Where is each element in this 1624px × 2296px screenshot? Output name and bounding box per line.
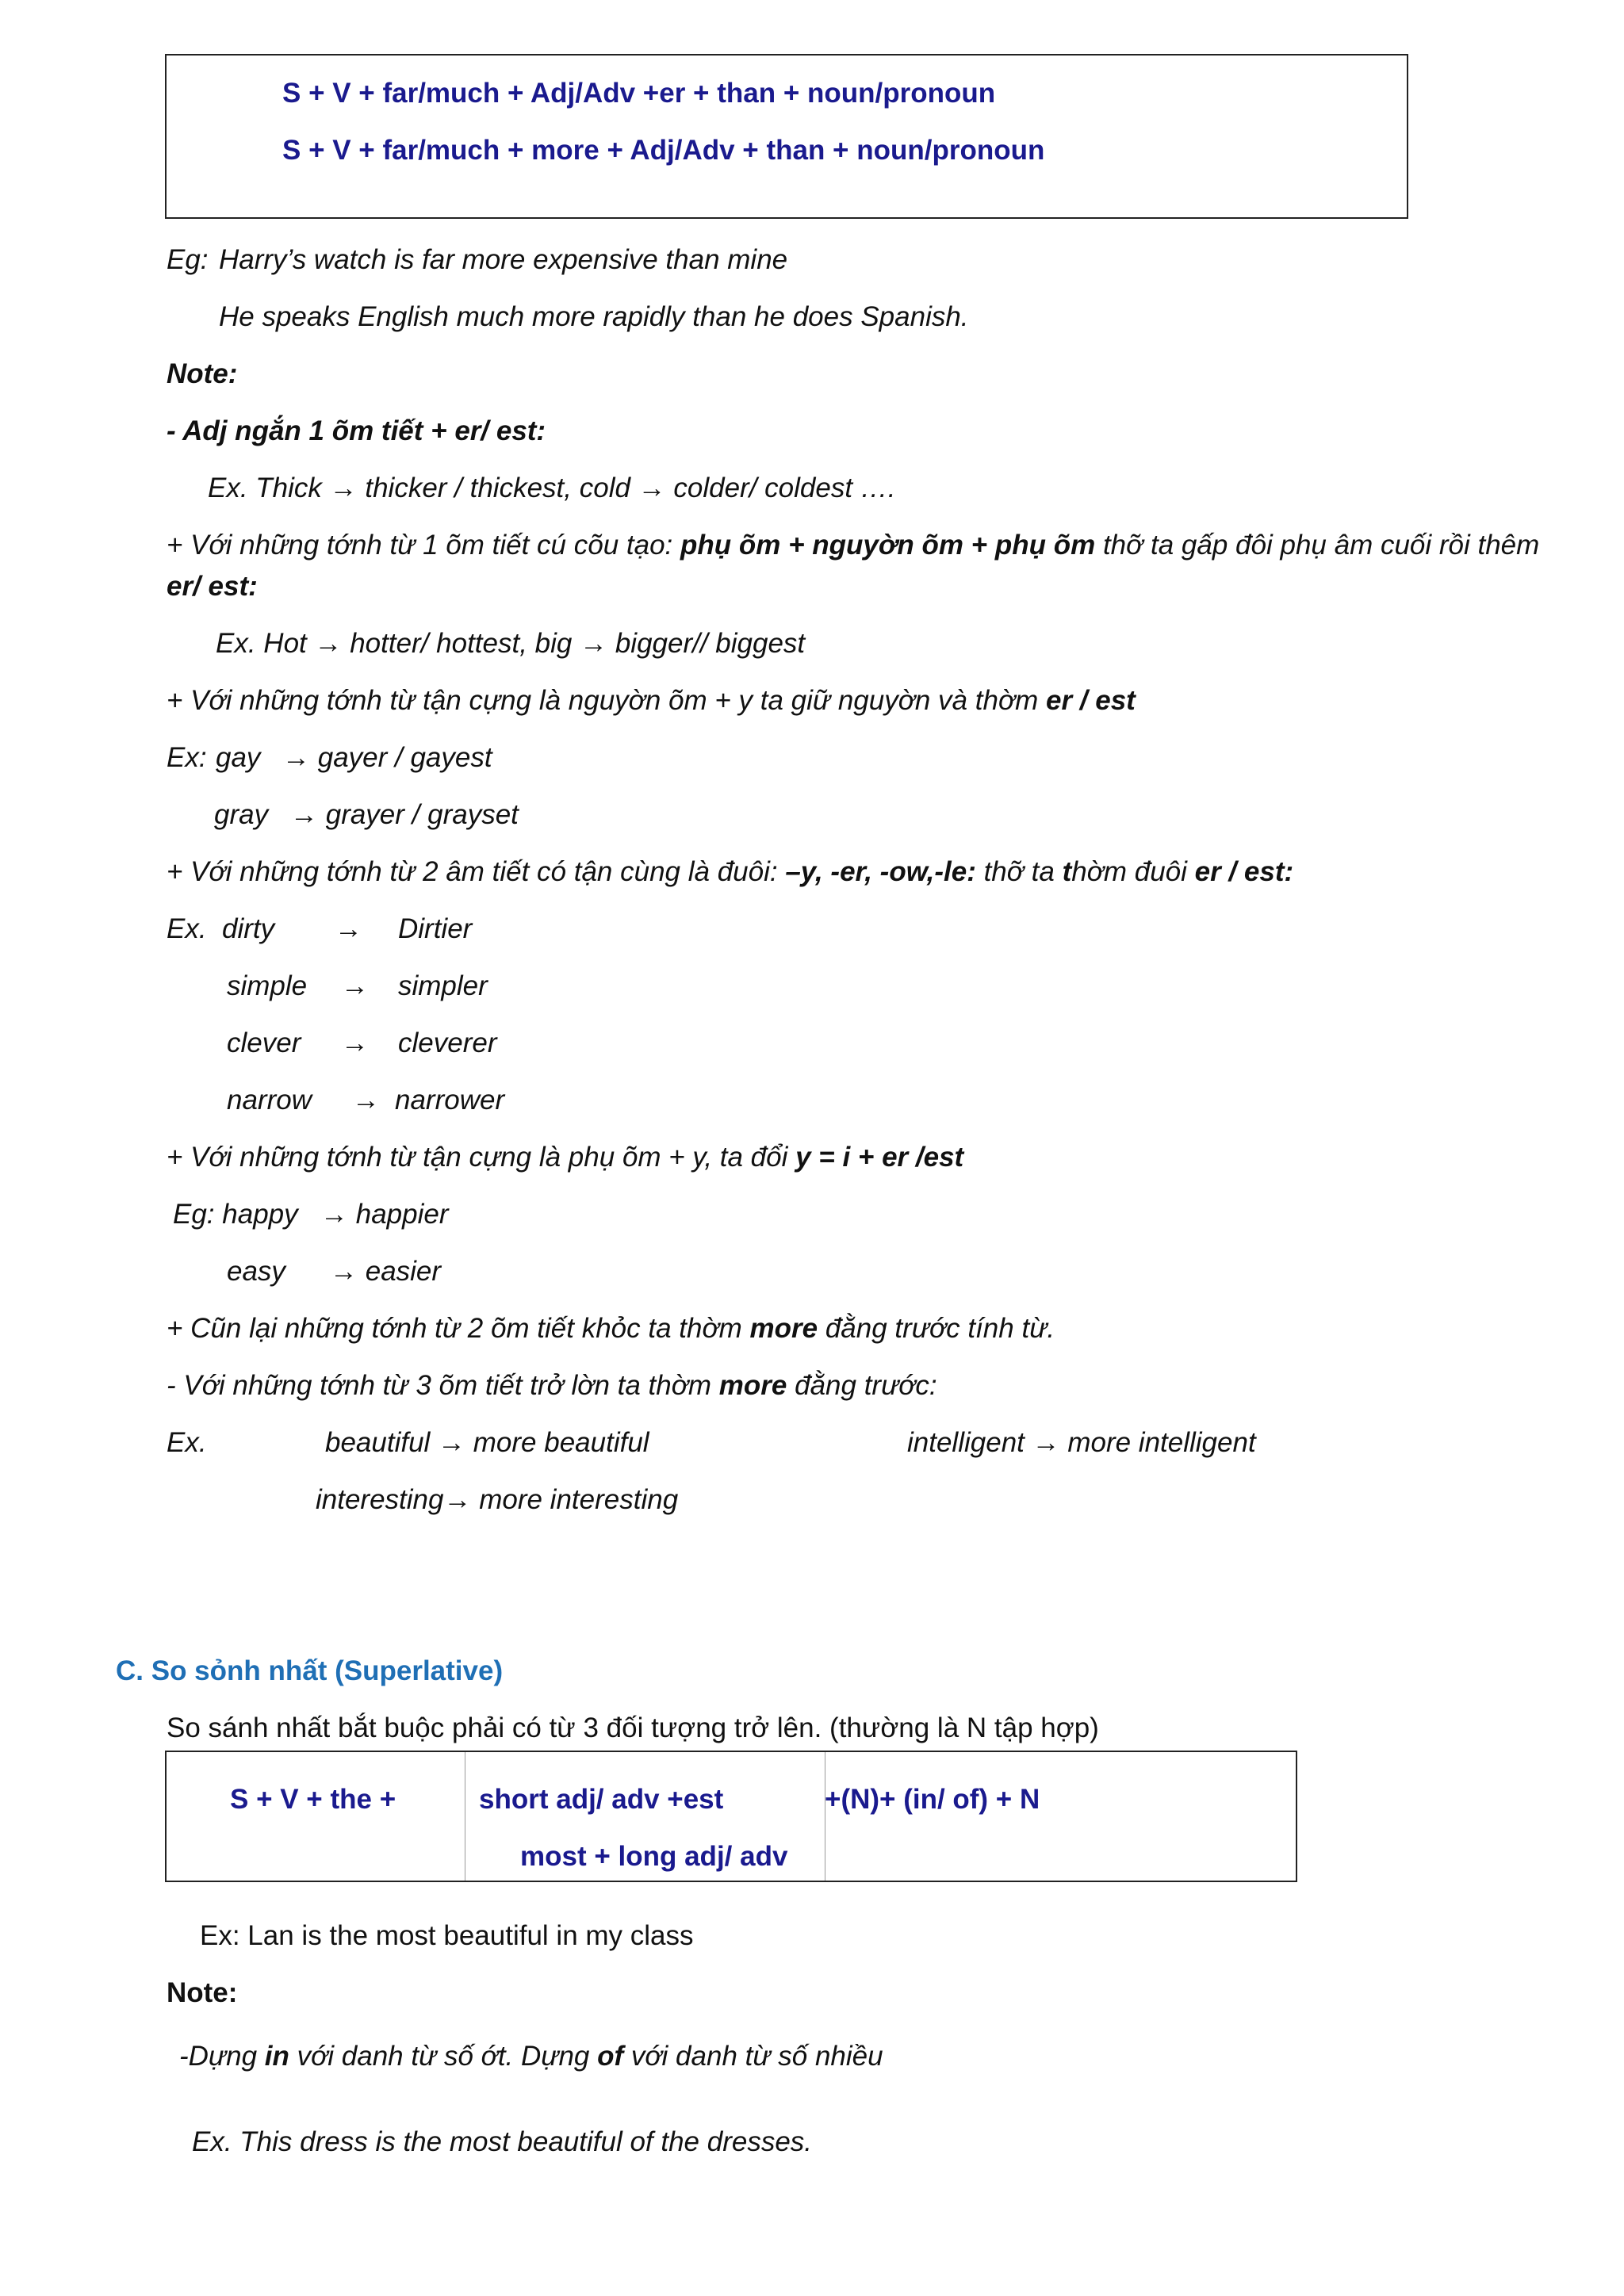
note2-lead: -Dựng [179,2041,265,2072]
rule-vowel-y-text [167,687,1136,714]
rule-other-two-lead: + Cũn lại những tớnh từ 2 õm tiết khỏc ta thờm [167,1313,750,1344]
note2-text [179,2042,883,2070]
two-syllable-word-clever: clever [227,1027,301,1058]
two-syllable-result-cleverer: cleverer [398,1027,497,1058]
rule-consonant-y-ex1-result: → happier [320,1199,449,1230]
rule-three-ex2: intelligent → more intelligent [907,1427,1256,1458]
rule-consonant-y-ex2: easy [227,1256,285,1287]
rule-two-syllable-endings: –y, -er, -ow,-le: [785,856,976,887]
rule-other-two-bold: more [749,1313,818,1344]
two-syllable-arrow: → [335,913,362,944]
rule-vowel-y-ex1-result: → gayer / gayest [282,742,492,773]
rule-consonant-y-ex2-result: → easier [330,1256,442,1287]
two-syllable-arrow: → [352,1085,380,1115]
rule-cvc-bold: phụ õm + nguyờn õm + phụ õm [680,530,1096,561]
two-syllable-arrow: → [341,1027,369,1058]
rule-cvc-continuation: er/ est: [167,571,258,602]
rule-cvc-text [167,531,1539,559]
rule-three-tail: đằng trước: [787,1370,937,1401]
rule-two-syllable-ex-prefix: Ex. [167,913,207,944]
note2-mid: với danh từ số ớt. Dựng [289,2041,598,2072]
rule-two-syllable-mid2: hờm đuôi [1071,856,1195,887]
rule-three-ex1: beautiful → more beautiful [325,1427,649,1458]
rule-three-bold: more [718,1370,787,1401]
superlative-col-long: most + long adj/ adv [520,1841,788,1872]
rule-vowel-y-ex2-word: gray [214,799,269,830]
eg-sentence-1: Harry’s watch is far more expensive than mine [219,244,788,275]
rule-cvc-example: Ex. Hot → hotter/ hottest, big → bigger// biggest [216,628,806,659]
note2-example: Ex. This dress is the most beautiful of the dresses. [192,2126,813,2157]
rule-three-ex3: interesting→ more interesting [316,1484,679,1515]
superlative-col-short: short adj/ adv +est [479,1784,724,1815]
rule-two-syllable-lead: + Với những tớnh từ 2 âm tiết có tận cùng là đuôi: [167,856,786,887]
rule-vowel-y-ex2-result: → grayer / grayset [290,799,519,830]
note2-bold-of: of [597,2041,624,2072]
two-syllable-arrow: → [341,970,369,1001]
rule-two-syllable-bold-t: t [1062,856,1072,887]
eg-prefix: Eg: [167,244,209,275]
rule-consonant-y-bold: y = i + er /est [795,1142,964,1173]
two-syllable-word-narrow: narrow [227,1085,312,1115]
two-syllable-word-dirty: dirty [222,913,275,944]
rule-three-text [167,1372,937,1399]
note2-bold-in: in [264,2041,289,2072]
note2-label: Note: [167,1977,238,2008]
two-syllable-result-narrower: narrower [395,1085,505,1115]
rule-two-syllable-text [167,858,1293,886]
rule-consonant-y-ex1: Eg: happy [173,1199,298,1230]
two-syllable-result-dirtier: Dirtier [398,913,473,944]
rule-vowel-y-bold: er / est [1045,685,1136,716]
rule-cvc-lead: + Với những tớnh từ 1 õm tiết cú cõu tạo: [167,530,680,561]
rule-three-lead: - Với những tớnh từ 3 õm tiết trở lờn ta thờm [167,1370,719,1401]
rule-vowel-y-lead: + Với những tớnh từ tận cựng là nguyờn õm + y ta giữ nguyờn và thờm [167,685,1046,716]
formula-line-1: S + V + far/much + Adj/Adv +er + than + noun/pronoun [282,78,996,109]
section-c-heading: C. So sỏnh nhất (Superlative) [116,1655,504,1686]
note2-tail: với danh từ số nhiều [623,2041,883,2072]
rule-other-two-text [167,1314,1055,1342]
two-syllable-result-simpler: simpler [398,970,488,1001]
rule-consonant-y-lead: + Với những tớnh từ tận cựng là phụ õm + y, ta đổi [167,1142,796,1173]
rule-short-example: Ex. Thick → thicker / thickest, cold → colder/ coldest …. [208,473,896,503]
rule-vowel-y-ex1-word: gay [216,742,261,773]
rule-two-syllable-mid1: thỡ ta [975,856,1063,887]
eg-sentence-2: He speaks English much more rapidly than he does Spanish. [219,301,969,332]
two-syllable-word-simple: simple [227,970,308,1001]
rule-short-title: - Adj ngắn 1 õm tiết + er/ est: [167,415,546,446]
rule-consonant-y-text [167,1143,963,1171]
rule-vowel-y-ex-prefix: Ex: [167,742,207,773]
rule-cvc-tail: thỡ ta gấp đôi phụ âm cuối rồi thêm [1095,530,1540,561]
superlative-example: Ex: Lan is the most beautiful in my class [200,1920,694,1951]
section-c-intro: So sánh nhất bắt buộc phải có từ 3 đối tượng trở lên. (thường là N tập hợp) [167,1712,1099,1743]
note-label: Note: [167,358,238,389]
rule-other-two-tail: đằng trước tính từ. [818,1313,1055,1344]
rule-two-syllable-tail: er / est: [1194,856,1294,887]
superlative-col-subject: S + V + the + [230,1784,396,1815]
rule-three-ex-prefix: Ex. [167,1427,207,1458]
formula-line-2: S + V + far/much + more + Adj/Adv + than + noun/pronoun [282,135,1045,166]
superlative-col-object: +(N)+ (in/ of) + N [825,1784,1040,1815]
